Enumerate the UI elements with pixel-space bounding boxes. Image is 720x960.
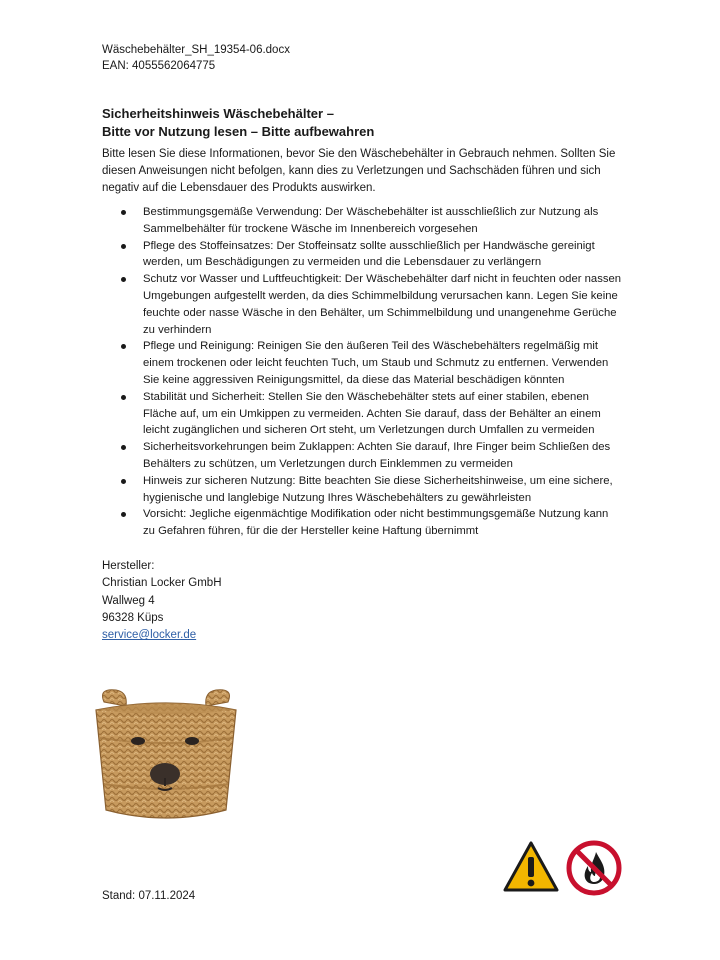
list-item: Bestimmungsgemäße Verwendung: Der Wäschebehälter ist ausschließlich zur Nutzung als Sammelbehälter für trockene Wäsche im Innenbereich vorgesehen (102, 204, 622, 238)
list-item: Sicherheitsvorkehrungen beim Zuklappen: Achten Sie darauf, Ihre Finger beim Schließen des Behälters zu schützen, um Verletzungen durch Einklemmen zu vermeiden (102, 439, 622, 473)
basket-product-image (86, 688, 246, 828)
bullet-icon (121, 210, 126, 215)
manufacturer-street: Wallweg 4 (102, 594, 155, 607)
bullet-icon (121, 344, 126, 349)
bullet-icon (121, 244, 126, 249)
list-item: Vorsicht: Jegliche eigenmächtige Modifikation oder nicht bestimmungsgemäße Nutzung kann zu Gefahren führen, für die der Hersteller keine Haftung übernimmt (102, 506, 622, 540)
title-line-1: Sicherheitshinweis Wäschebehälter – (102, 106, 334, 121)
manufacturer-city: 96328 Küps (102, 611, 164, 624)
manufacturer-label: Hersteller: (102, 560, 155, 572)
safety-list (102, 204, 622, 540)
bullet-icon (121, 479, 126, 484)
no-open-flame-icon (566, 840, 622, 896)
title-line-2: Bitte vor Nutzung lesen – Bitte aufbewahren (102, 124, 375, 139)
bullet-icon (121, 512, 126, 517)
list-item: Hinweis zur sicheren Nutzung: Bitte beachten Sie diese Sicherheitshinweise, um eine sichere, hygienische und langlebige Nutzung Ihres Wäschebehälters zu gewährleisten (102, 473, 622, 507)
date-stamp: Stand: 07.11.2024 (102, 890, 196, 902)
bullet-icon (121, 445, 126, 450)
list-item: Pflege des Stoffeinsatzes: Der Stoffeinsatz sollte ausschließlich per Handwäsche gereinigt werden, um Beschädigungen zu vermeiden und die Lebensdauer zu verlängern (102, 238, 622, 272)
ean-code: EAN: 4055562064775 (102, 60, 216, 72)
list-item: Pflege und Reinigung: Reinigen Sie den äußeren Teil des Wäschebehälters regelmäßig mit einem trockenen oder leicht feuchten Tuch, um Staub und Schmutz zu entfernen. Verwenden Sie keine aggressiven Reinigungsmittel, da diese das Material beschädigen könnten (102, 338, 622, 388)
intro-paragraph: Bitte lesen Sie diese Informationen, bevor Sie den Wäschebehälter in Gebrauch nehmen. Sollten Sie diesen Anweisungen nicht befolgen, kann dies zu Verletzungen und Sachschäden führen und sich negativ auf die Lebensdauer des Produkts auswirken. (102, 148, 616, 194)
bullet-icon (121, 277, 126, 282)
warning-triangle-icon (502, 840, 560, 894)
manufacturer-name: Christian Locker GmbH (102, 577, 222, 590)
manufacturer-email-link[interactable]: service@locker.de (102, 629, 197, 642)
list-item: Stabilität und Sicherheit: Stellen Sie den Wäschebehälter stets auf einer stabilen, ebenen Fläche auf, um ein Umkippen zu vermeiden. Achten Sie darauf, dass der Behälter an einem leicht zugänglichen und sicheren Ort steht, um Verletzungen durch Umfallen zu vermeiden (102, 389, 622, 439)
manufacturer-address (102, 558, 222, 644)
bullet-icon (121, 395, 126, 400)
document-filename: Wäschebehälter_SH_19354-06.docx (102, 44, 290, 56)
list-item: Schutz vor Wasser und Luftfeuchtigkeit: Der Wäschebehälter darf nicht in feuchten oder nassen Umgebungen aufgestellt werden, da dies Schimmelbildung verursachen kann. Legen Sie keine feuchte oder nasse Wäsche in den Behälter, um Schimmelbildung und unangenehme Gerüche zu verhindern (102, 271, 622, 338)
